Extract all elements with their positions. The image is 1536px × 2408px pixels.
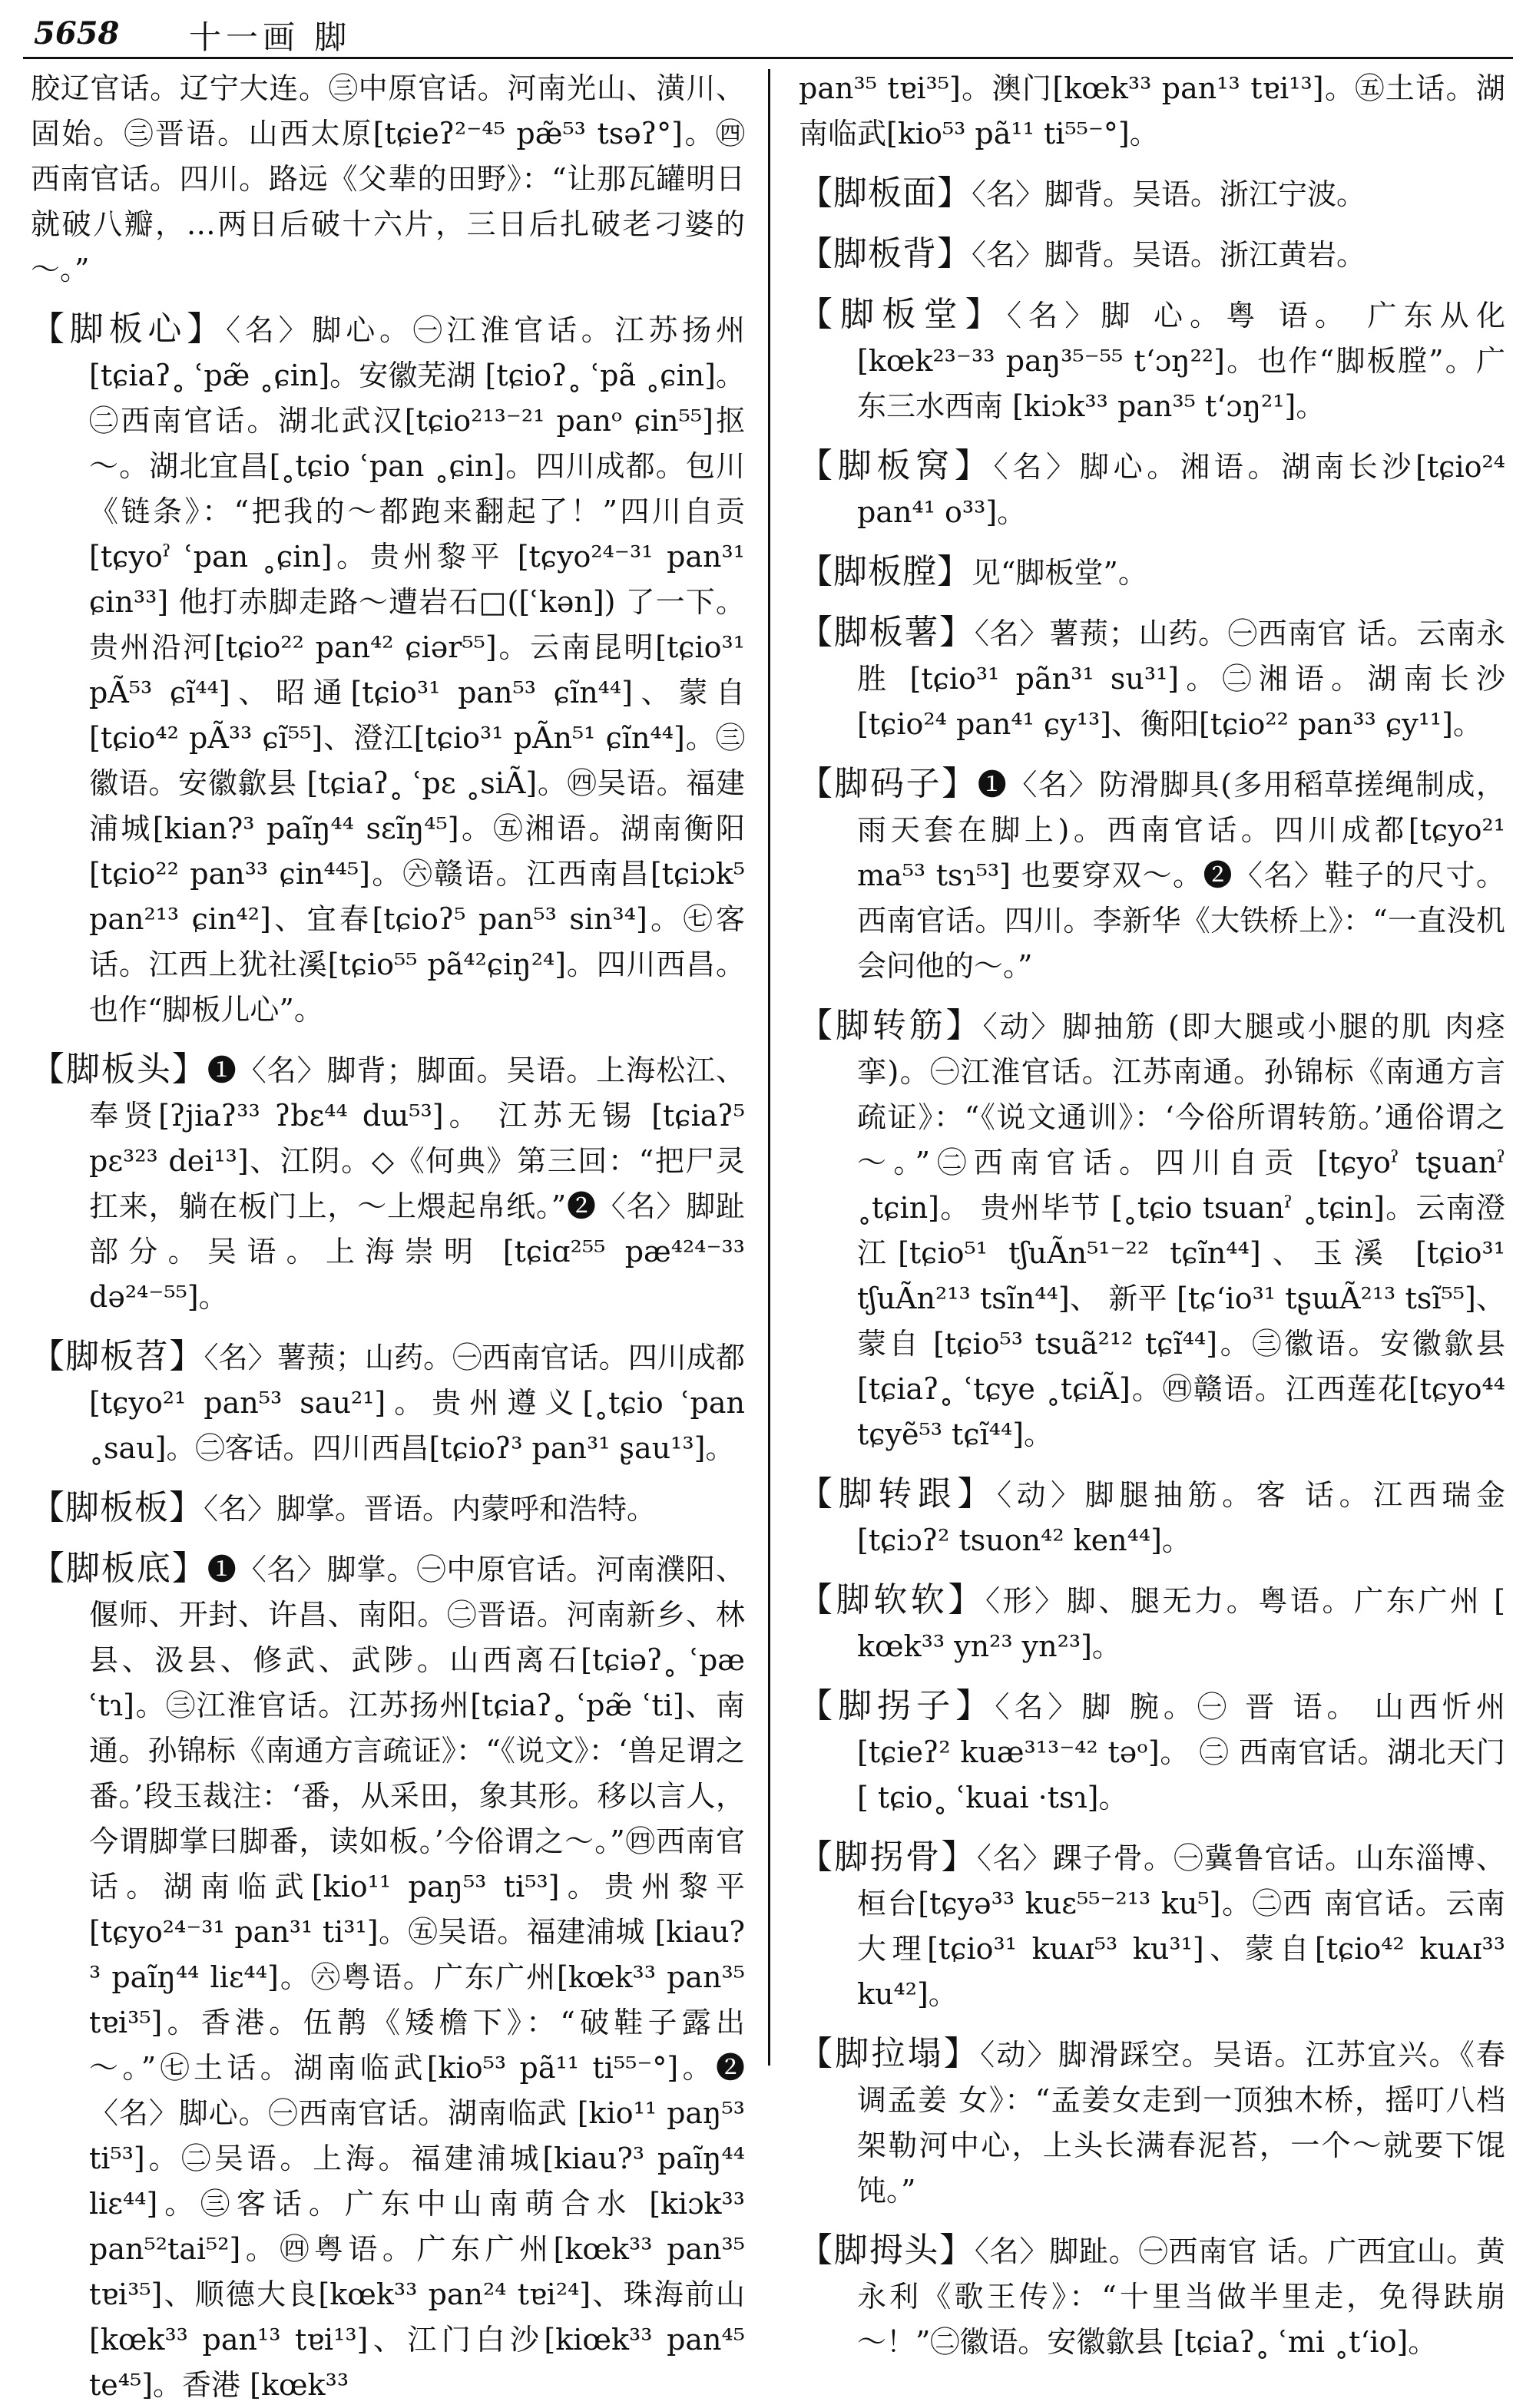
entry-text: ❶〈名〉脚掌。㊀中原官话。河南濮阳、偃师、开封、许昌、南阳。㊁晋语。河南新乡、林县、汲县、修武、武陟。山西离石[tɕiəʔ˳ ʿpæ ʿtɿ]。㊂江淮官话。江苏扬州[tɕiaʔ˳ ʿpæ̃ ʿti]、南通。孙锦标《南通方言疏证》：“《说文》：‘兽足谓之番。’段玉裁注：‘番，从采田，象其形。移以言人，今谓脚掌曰脚番，读如板。’今俗谓之～。”㊃西南官话。湖南临武[kio¹¹ paŋ⁵³ ti⁵³]。贵州黎平 [tɕyo²⁴⁻³¹ pan³¹ ti³¹]。㊄吴语。福建浦城 [kiau?³ paĩŋ⁴⁴ liɛ⁴⁴]。㊅粤语。广东广州[kœk³³ pan³⁵ tɐi³⁵]。香港。伍䴖《矮檐下》：“破鞋子露出～。”㊆土话。湖南临武[kio⁵³ pã¹¹ ti⁵⁵⁻°]。❷〈名〉脚心。㊀西南官话。湖南临武 [kio¹¹ paŋ⁵³ ti⁵³]。㊁吴语。上海。福建浦城[kiau?³ paĩŋ⁴⁴ liɛ⁴⁴]。㊂客话。广东中山南萌合水 [kiɔk³³ pan⁵²tai⁵²]。㊃粤语。广东广州[kœk³³ pan³⁵ tɐi³⁵]、顺德大良[kœk³³ pan²⁴ tɐi²⁴]、珠海前山 [kœk³³ pan¹³ tɐi¹³]、江门白沙[kiœk³³ pan⁴⁵ te⁴⁵]。香港 [kœk³³ [89, 1553, 745, 2402]
entry-headword: 【脚板苕】 [31, 1337, 204, 1376]
entry-text: 见“脚板堂”。 [972, 556, 1147, 590]
entry-headword: 【脚拇头】 [799, 2231, 975, 2270]
page-number: 5658 [34, 15, 120, 51]
entry-jiaobanmian [799, 170, 1505, 217]
left-column [31, 66, 745, 2402]
entry-jiaobanshu [799, 610, 1505, 747]
entry-jiaozhuanjin [799, 1003, 1505, 1457]
entry-headword: 【脚板窝】 [799, 446, 994, 485]
header-rule [23, 57, 1513, 59]
entry-text: ❶〈名〉脚背；脚面。吴语。上海松江、奉贤[ʔjiaʔ³³ ʔbɛ⁴⁴ dɯ⁵³]。 江苏无锡 [tɕiaʔ⁵ pɛ³²³ dei¹³]、江阴。◇《何典》第三回：“把尸灵扛来，躺在板门上，～上煨起帛纸。”❷〈名〉脚趾部分。吴语。上海崇明 [tɕiɑ²⁵⁵ pæ⁴²⁴⁻³³ də²⁴⁻⁵⁵]。 [89, 1054, 745, 1314]
entry-headword: 【脚软软】 [799, 1580, 985, 1619]
entry-text: 〈形〉脚、腿无力。粤语。广东广州 [ kœk³³ yn²³ yn²³]。 [857, 1584, 1506, 1663]
entry-jiaolata [799, 2031, 1505, 2214]
entry-text: 胶辽官话。辽宁大连。㊂中原官话。河南光山、潢川、固始。㊂晋语。山西太原[tɕieʔ²⁻⁴⁵ pæ̃⁵³ tsəʔ°]。㊃西南官话。四川。路远《父辈的田野》：“让那瓦罐明日就破八瓣，…两日后破十六片，三日后扎破老刁婆的～。” [31, 71, 745, 286]
entry-text: ❶〈名〉防滑脚具(多用稻草搓绳制成，雨天套在脚上)。西南官话。四川成都[tɕyo²¹ ma⁵³ tsɿ⁵³] 也要穿双～。❷〈名〉鞋子的尺寸。西南官话。四川。李新华《大铁桥上》：“一直没机会问他的～。” [857, 768, 1506, 983]
entry-text: 〈名〉脚 心。粤 语。 广东从化 [kœk²³⁻³³ paŋ³⁵⁻⁵⁵ tʻɔŋ²²]。也作“脚板膛”。广东三水西南 [kiɔk³³ pan³⁵ tʻɔŋ²¹]。 [857, 299, 1505, 423]
entry-headword: 【脚板膛】 [799, 552, 972, 591]
entry-headword: 【脚码子】 [799, 764, 978, 803]
entry-jiaozhuangen [799, 1471, 1505, 1563]
entry-headword: 【脚板头】 [31, 1050, 207, 1089]
column-divider [768, 69, 770, 2066]
entry-jiaoguaizi [799, 1683, 1505, 1821]
entry-text: pan³⁵ tɐi³⁵]。澳门[kœk³³ pan¹³ tɐi¹³]。㊄土话。湖南临武[kio⁵³ pã¹¹ ti⁵⁵⁻°]。 [799, 71, 1505, 150]
entry-text: 〈名〉脚背。吴语。浙江黄岩。 [972, 238, 1366, 272]
entry-jiaobanban [31, 1485, 745, 1532]
entry-continuation [31, 66, 745, 293]
entry-jiaomutou [799, 2228, 1505, 2365]
entry-text: 〈名〉脚掌。晋语。内蒙呼和浩特。 [204, 1492, 657, 1526]
entry-jiaobanxin [31, 306, 745, 1033]
entry-headword: 【脚板底】 [31, 1549, 207, 1588]
entry-jiaobandi [31, 1546, 745, 2408]
page-header [28, 11, 1510, 57]
entry-jiaobantou [31, 1047, 745, 1320]
entry-text: 〈名〉脚趾。㊀西南官 话。广西宜山。黄永利《歌王传》：“十里当做半里走，免得趺崩～！”㊁徽语。安徽歙县 [tɕiaʔ˳ ʿmi ˳tʻio]。 [857, 2234, 1506, 2359]
entry-headword: 【脚板心】 [31, 309, 226, 349]
entry-headword: 【脚板背】 [799, 234, 972, 273]
entry-headword: 【脚转跟】 [799, 1474, 997, 1513]
entry-jiaomazi [799, 761, 1505, 989]
running-head: 十一画 脚 [189, 18, 352, 56]
entry-text: 〈名〉脚心。湘语。湖南长沙[tɕio²⁴ pan⁴¹ o³³]。 [857, 450, 1506, 529]
entry-text: 〈动〉脚滑踩空。吴语。江苏宜兴。《春 调孟姜 女》：“孟姜女走到一顶独木桥，摇叮八档架勒河中心，上头长满春泥苔，一个～就要下馄饨。” [857, 2038, 1505, 2208]
entry-continuation [799, 66, 1505, 157]
entry-text: 〈名〉脚 腕。㊀ 晋 语。 山西忻州 [tɕieʔ² kuæ³¹³⁻⁴² təᵒ]。 ㊁ 西南官话。湖北天门 [ tɕio˳ ʿkuai ·tsɿ]。 [857, 1690, 1506, 1814]
entry-jiaobantang-variant [799, 549, 1505, 596]
entry-headword: 【脚拐子】 [799, 1686, 995, 1725]
entry-text: 〈名〉脚背。吴语。浙江宁波。 [972, 177, 1366, 211]
entry-headword: 【脚拐骨】 [799, 1837, 977, 1877]
entry-headword: 【脚板板】 [31, 1488, 204, 1527]
entry-jiaobanbei [799, 231, 1505, 278]
entry-headword: 【脚板薯】 [799, 613, 975, 652]
entry-headword: 【脚板面】 [799, 174, 972, 213]
entry-headword: 【脚板堂】 [799, 295, 1007, 334]
entry-text: 〈动〉脚腿抽筋。客 话。江西瑞金 [tɕiɔʔ² tsuon⁴² ken⁴⁴]。 [857, 1478, 1505, 1557]
entry-text: 〈名〉脚心。㊀江淮官话。江苏扬州[tɕiaʔ˳ ʿpæ̃ ˳ɕin]。安徽芜湖 [tɕioʔ˳ ʿpã ˳ɕin]。㊁西南官话。湖北武汉[tɕio²¹³⁻²¹ panᵒ ɕin⁵⁵]抠～。湖北宜昌[˳tɕio ʿpan ˳ɕin]。四川成都。包川《链条》：“把我的～都跑来翻起了！”四川自贡[tɕyoˀ ʿpan ˳ɕin]。贵州黎平 [tɕyo²⁴⁻³¹ pan³¹ ɕin³³] 他打赤脚走路～遭岩石□([ʿkən]) 了一下。贵州沿河[tɕio²² pan⁴² ɕiər⁵⁵]。云南昆明[tɕio³¹ pÃ⁵³ ɕĩ⁴⁴]、昭通[tɕio³¹ pan⁵³ ɕĩn⁴⁴]、蒙自[tɕio⁴² pÃ³³ ɕĩ⁵⁵]、澄江[tɕio³¹ pÃn⁵¹ ɕĩn⁴⁴]。㊂徽语。安徽歙县 [tɕiaʔ˳ ʿpɛ ˳siÃ]。㊃吴语。福建浦城[kian?³ paĩŋ⁴⁴ sɛĩŋ⁴⁵]。㊄湘语。湖南衡阳[tɕio²² pan³³ ɕin⁴⁴⁵]。㊅赣语。江西南昌[tɕiɔk⁵ pan²¹³ ɕin⁴²]、宜春[tɕioʔ⁵ pan⁵³ sin³⁴]。㊆客话。江西上犹社溪[tɕio⁵⁵ pã⁴²ɕiŋ²⁴]。四川西昌。也作“脚板儿心”。 [89, 313, 745, 1027]
entry-headword: 【脚拉塌】 [799, 2034, 981, 2073]
entry-jiaoruanruan [799, 1577, 1505, 1669]
entry-text: 〈名〉薯蓣；山药。㊀西南官 话。云南永胜 [tɕio³¹ pãn³¹ su³¹]。㊁湘语。湖南长沙 [tɕio²⁴ pan⁴¹ ɕy¹³]、衡阳[tɕio²² pan³³ ɕy¹¹]。 [857, 617, 1506, 741]
entry-text: 〈名〉踝子骨。㊀冀鲁官话。山东淄博、桓台[tɕyə³³ kuɛ⁵⁵⁻²¹³ ku⁵]。㊁西 南官话。云南大理[tɕio³¹ kuᴀɪ⁵³ ku³¹]、蒙自[tɕio⁴² kuᴀɪ³³ ku⁴²]。 [857, 1841, 1505, 2011]
right-column [799, 66, 1506, 2359]
entry-headword: 【脚转筋】 [799, 1006, 983, 1045]
entry-jiaobanwo [799, 443, 1505, 535]
entry-jiaoguaigu [799, 1834, 1505, 2017]
entry-jiaobanshao [31, 1334, 745, 1471]
entry-text: 〈名〉薯蓣；山药。㊀西南官话。四川成都[tɕyo²¹ pan⁵³ sau²¹]。贵州遵义[˳tɕio ʿpan ˳sau]。㊁客话。四川西昌[tɕioʔ³ pan³¹ ʂau¹³]。 [89, 1341, 745, 1465]
entry-text: 〈动〉脚抽筋 (即大腿或小腿的肌 肉痉挛)。㊀江淮官话。江苏南通。孙锦标《南通方言疏证》：“《说文通训》：‘今俗所谓转筋。’通俗谓之～。”㊁西南官话。四川自贡 [tɕyoˀ tʂuanˀ ˳tɕin]。 贵州毕节 [˳tɕio tsuanˀ ˳tɕin]。云南澄江[tɕio⁵¹ tʃuÃn⁵¹⁻²² tɕĩn⁴⁴]、玉溪 [tɕio³¹ tʃuÃn²¹³ tsĩn⁴⁴]、 新平 [tɕʻio³¹ tʂɯÃ²¹³ tsĩ⁵⁵]、蒙自 [tɕio⁵³ tsuã²¹² tɕĩ⁴⁴]。㊂徽语。安徽歙县 [tɕiaʔ˳ ʿtɕye ˳tɕiÃ]。㊃赣语。江西莲花[tɕyo⁴⁴ tɕyẽ⁵³ tɕĩ⁴⁴]。 [857, 1010, 1505, 1451]
entry-jiaobantang [799, 292, 1505, 429]
